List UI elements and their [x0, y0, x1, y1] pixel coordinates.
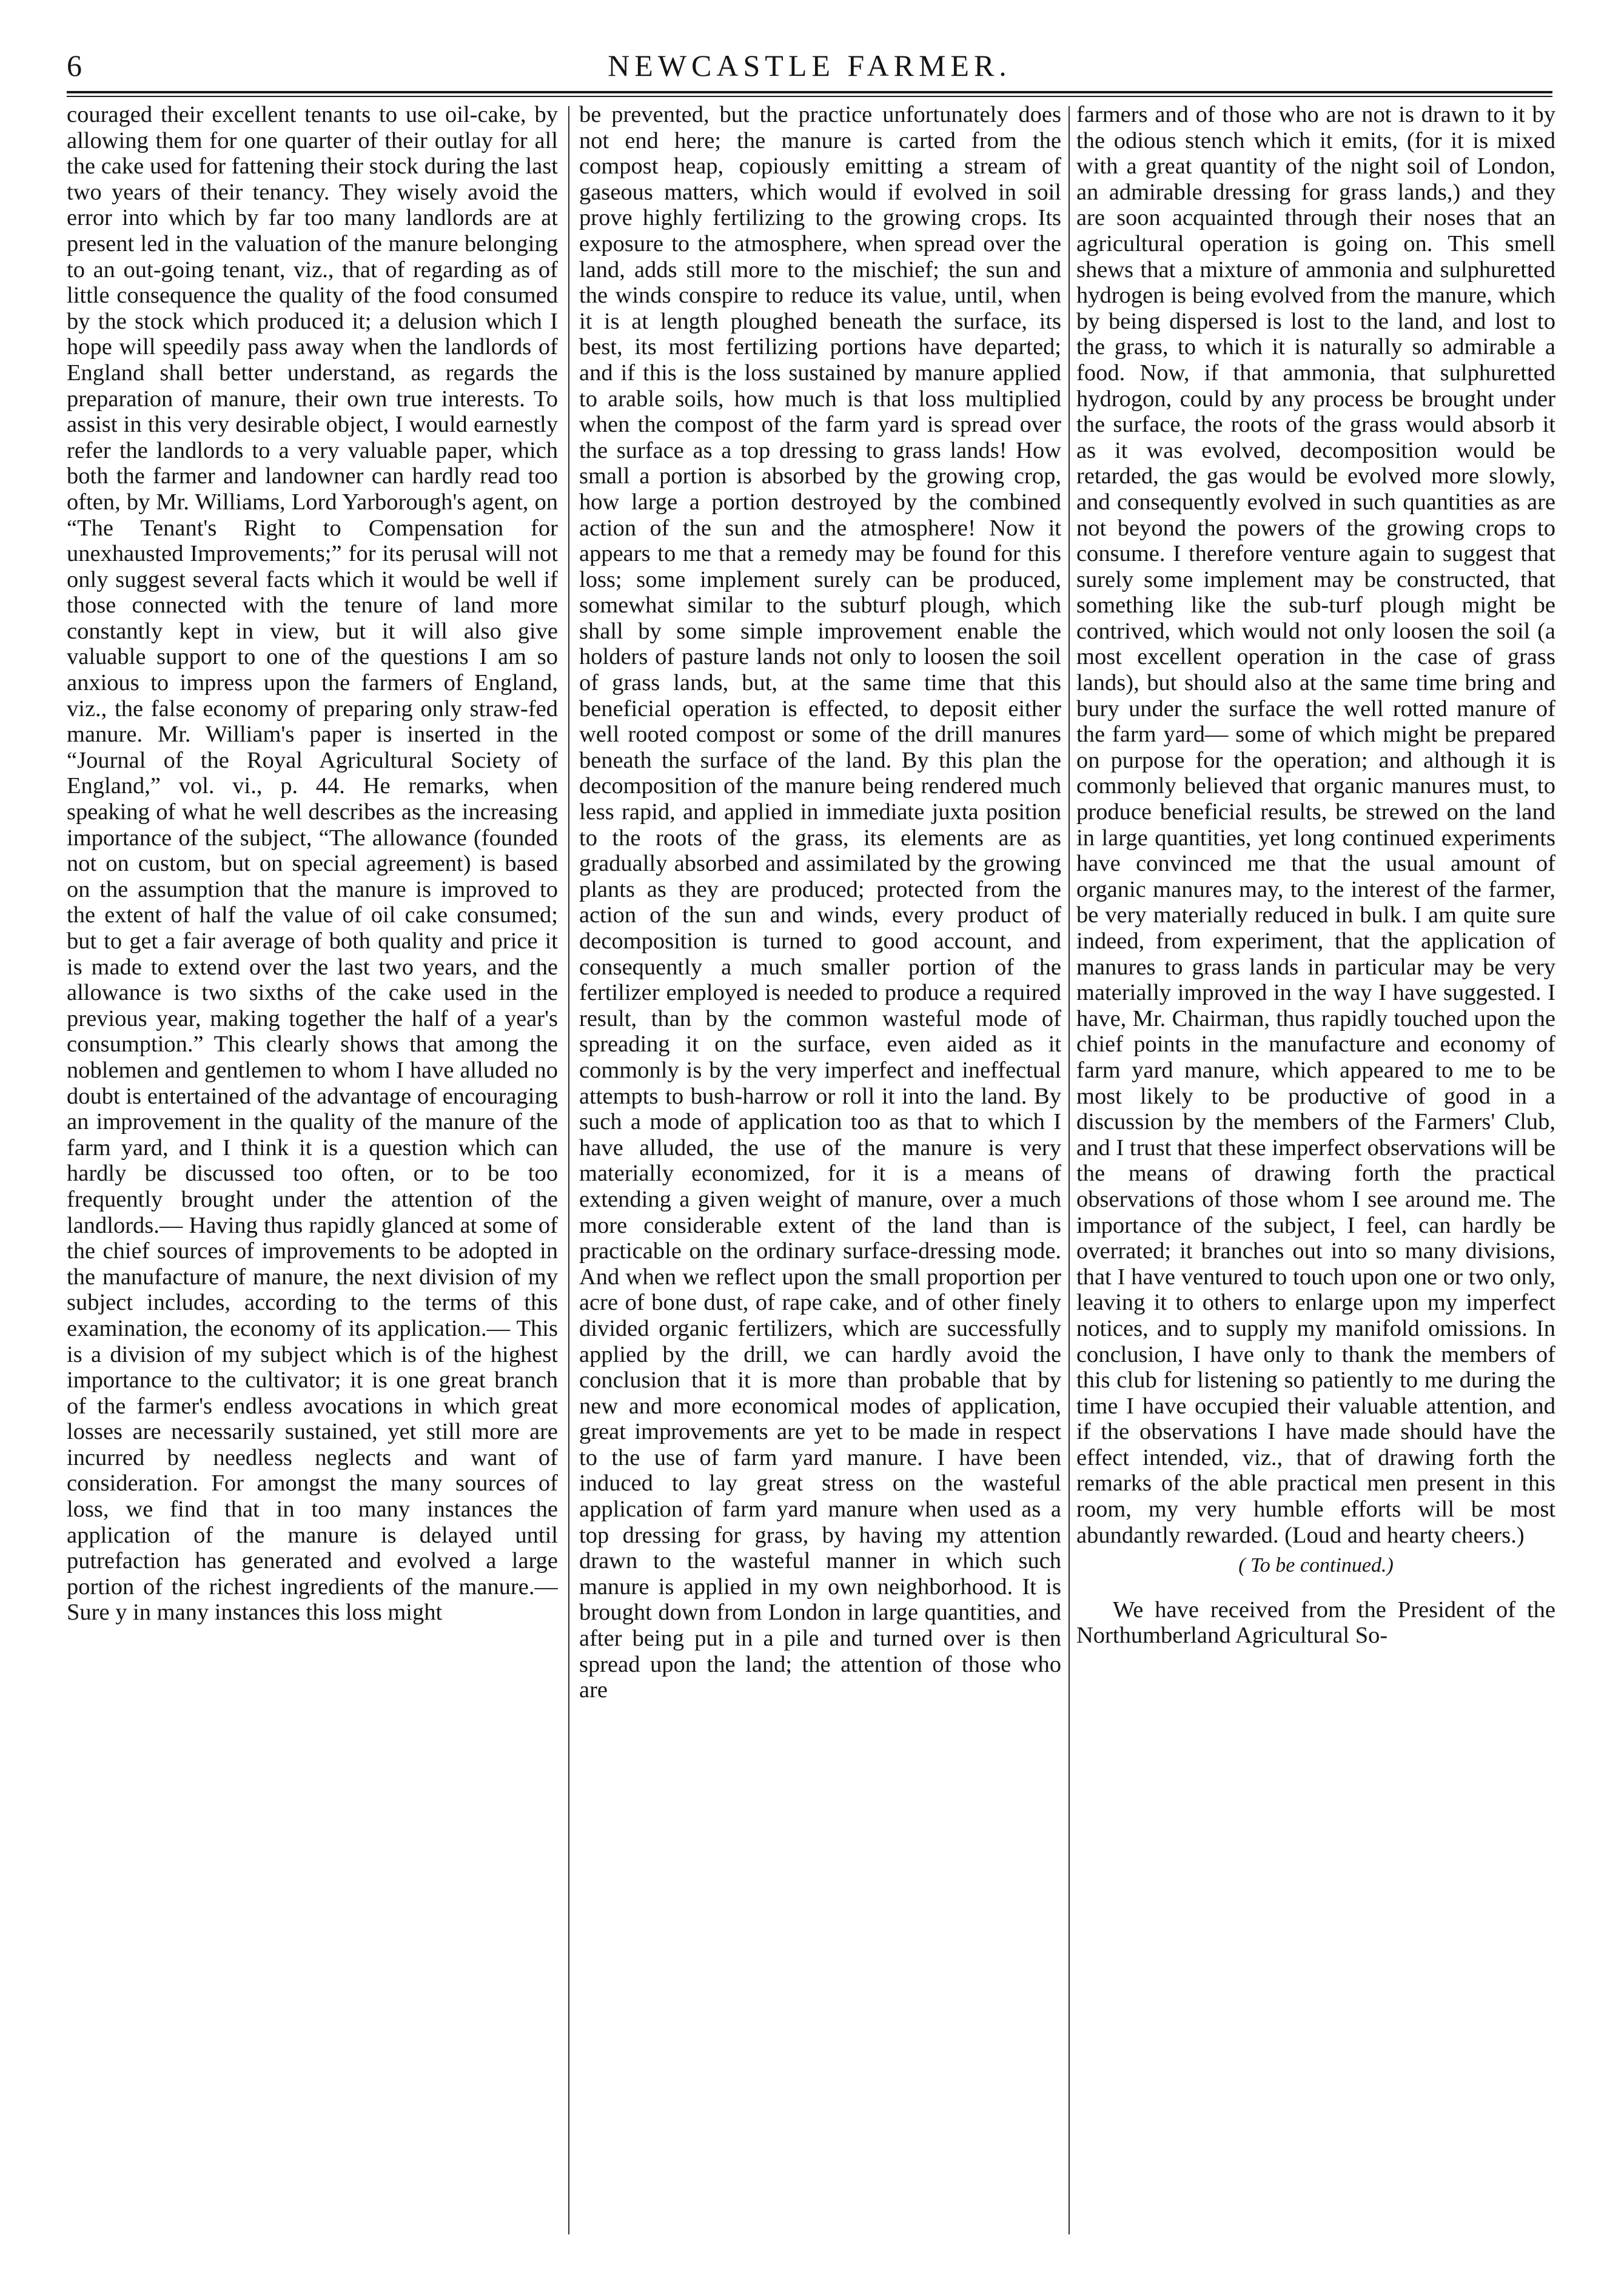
column-1-paragraph: couraged their excellent tenants to use oil-cake, by allowing them for one quarter of their outlay for all the cake used for fattening their stock during the last two years of their tenancy. They wisely avoid the error into which by far too many landlords are at present led in the valuation of the manure belonging to an out-going tenant, viz., that of regarding as of little consequence the quality of the food consumed by the stock which produced it; a delusion which I hope will speedily pass away when the landlords of England shall better understand, as regards the preparation of manure, their own true interests. To assist in this very desirable object, I would earnestly refer the landlords to a very valuable paper, which both the farmer and landowner can hardly read too often, by Mr. Williams, Lord Yarborough's agent, on “The Tenant's Right to Compensation for unexhausted Improvements;” for its perusal will not only suggest several facts which it would be well if those connected with the tenure of land more constantly kept in view, but it will also give valuable support to one of the questions I am so anxious to impress upon the farmers of England, viz., the false economy of preparing only straw-fed manure. Mr. William's paper is inserted in the “Journal of the Royal Agricultural Society of England,” vol. vi., p. 44. He remarks, when speaking of what he well describes as the increasing importance of the subject, “The allowance (founded not on custom, but on special agreement) is based on the assumption that the manure is improved to the extent of half the value of oil cake consumed; but to get a fair average of both quality and price it is made to extend over the last two years, and the allowance is two sixths of the cake used in the previous year, making together the half of a year's consumption.” This clearly shows that among the noblemen and gentlemen to whom I have alluded no doubt is entertained of the advantage of encouraging an improvement in the quality of the manure of the farm yard, and I think it is a question which can hardly be discussed too often, or to be too frequently brought under the attention of the landlords.— Having thus rapidly glanced at some of the chief sources of improvements to be adopted in the manufacture of manure, the next division of my subject includes, according to the terms of this examination, the economy of its application.— This is a division of my subject which is of the highest importance to the cultivator; it is one great branch of the farmer's endless avocations in which great losses are necessarily sustained, yet still more are incurred by needless neglects and want of consideration. For amongst the many sources of loss, we find that in too many instances the application of the manure is delayed until putrefaction has generated and evolved a large portion of the richest ingredients of the manure.— Sure y in many instances this loss might: [67, 102, 558, 1626]
column-divider-1: [568, 106, 569, 2234]
text-column-1: [67, 102, 558, 2236]
column-2-paragraph: be prevented, but the practice unfortunately does not end here; the manure is carted from the compost heap, copiously emitting a stream of gaseous matters, which would if evolved in soil prove highly fertilizing to the growing crops. Its exposure to the atmosphere, when spread over the land, adds still more to the mischief; the sun and the winds conspire to reduce its value, until, when it is at length ploughed beneath the surface, its best, its most fertilizing portions have departed; and if this is the loss sustained by manure applied to arable soils, how much is that loss multiplied when the compost of the farm yard is spread over the surface as a top dressing to grass lands! How small a portion is absorbed by the growing crop, how large a portion destroyed by the combined action of the sun and the atmosphere! Now it appears to me that a remedy may be found for this loss; some implement surely can be produced, somewhat similar to the subturf plough, which shall by some simple improvement enable the holders of pasture lands not only to loosen the soil of grass lands, but, at the same time that this beneficial operation is effected, to deposit either well rooted compost or some of the drill manures beneath the surface of the land. By this plan the decomposition of the manure being rendered much less rapid, and applied in immediate juxta position to the roots of the grass, its elements are as gradually absorbed and assimilated by the growing plants as they are produced; protected from the action of the sun and winds, every product of decomposition is turned to good account, and consequently a much smaller portion of the fertilizer employed is needed to produce a required result, than by the common wasteful mode of spreading it on the surface, even aided as it commonly is by the very imperfect and ineffectual attempts to bush-harrow or roll it into the land. By such a mode of application too as that to which I have alluded, the use of the manure is very materially economized, for it is a means of extending a given weight of manure, over a much more considerable extent of the land than is practicable on the ordinary surface-dressing mode. And when we reflect upon the small proportion per acre of bone dust, of rape cake, and of other finely divided organic fertilizers, which are successfully applied by the drill, we can hardly avoid the conclusion that it is more than probable that by new and more economical modes of application, great improvements are yet to be made in respect to the use of farm yard manure. I have been induced to lay great stress on the wasteful application of farm yard manure when used as a top dressing for grass, by having my attention drawn to the wasteful manner in which such manure is applied in my own neighborhood. It is brought down from London in large quantities, and after being put in a pile and turned over is then spread upon the land; the attention of those who are: [579, 102, 1061, 1703]
page-header: [67, 47, 1552, 90]
column-divider-2: [1069, 106, 1070, 2234]
header-rule: [67, 91, 1552, 97]
to-be-continued-note: ( To be continued.): [1238, 1554, 1394, 1577]
page-number: 6: [67, 49, 82, 82]
text-column-3: [1076, 102, 1555, 2236]
column-3-paragraph: farmers and of those who are not is drawn to it by the odious stench which it emits, (for it is mixed with a great quantity of the night soil of London, an admirable dressing for grass lands,) and they are soon acquainted through their noses that an agricultural operation is going on. This smell shews that a mixture of ammonia and sulphuretted hydrogen is being evolved from the manure, which by being dispersed is lost to the land, and lost to the grass, to which it is naturally so admirable a food. Now, if that ammonia, that sulphuretted hydrogon, could by any process be brought under the surface, the roots of the grass would absorb it as it was evolved, decomposition would be retarded, the gas would be evolved more slowly, and consequently evolved in such quantities as are not beyond the powers of the growing crops to consume. I therefore venture again to suggest that surely some implement may be constructed, that something like the sub-turf plough might be contrived, which would not only loosen the soil (a most excellent operation in the case of grass lands), but should also at the same time bring and bury under the surface the well rotted manure of the farm yard— some of which might be prepared on purpose for the operation; and although it is commonly believed that organic manures must, to produce beneficial results, be strewed on the land in large quantities, yet long continued experiments have convinced me that the usual amount of organic manures may, to the interest of the farmer, be very materially reduced in bulk. I am quite sure indeed, from experiment, that the application of manures to grass lands in particular may be very materially improved in the way I have suggested. I have, Mr. Chairman, thus rapidly touched upon the chief points in the manufacture and economy of farm yard manure, which appeared to me to be most likely to be productive of good in a discussion by the members of the Farmers' Club, and I trust that these imperfect observations will be the means of drawing forth the practical observations of those whom I see around me. The importance of the subject, I feel, can hardly be overrated; it branches out into so many divisions, that I have ventured to touch upon one or two only, leaving it to others to enlarge upon my imperfect notices, and to supply my manifold omissions. In conclusion, I have only to thank the members of this club for listening so patiently to me during the time I have occupied their valuable attention, and if the observations I have made should have the effect intended, viz., that of drawing forth the remarks of the able practical men present in this room, my very humble efforts will be most abundantly rewarded. (Loud and hearty cheers.): [1076, 102, 1555, 1548]
closing-paragraph: We have received from the President of the Northumberland Agricultural So-: [1076, 1597, 1555, 1649]
text-column-2: [579, 102, 1061, 2236]
journal-title: NEWCASTLE FARMER.: [608, 49, 1012, 82]
